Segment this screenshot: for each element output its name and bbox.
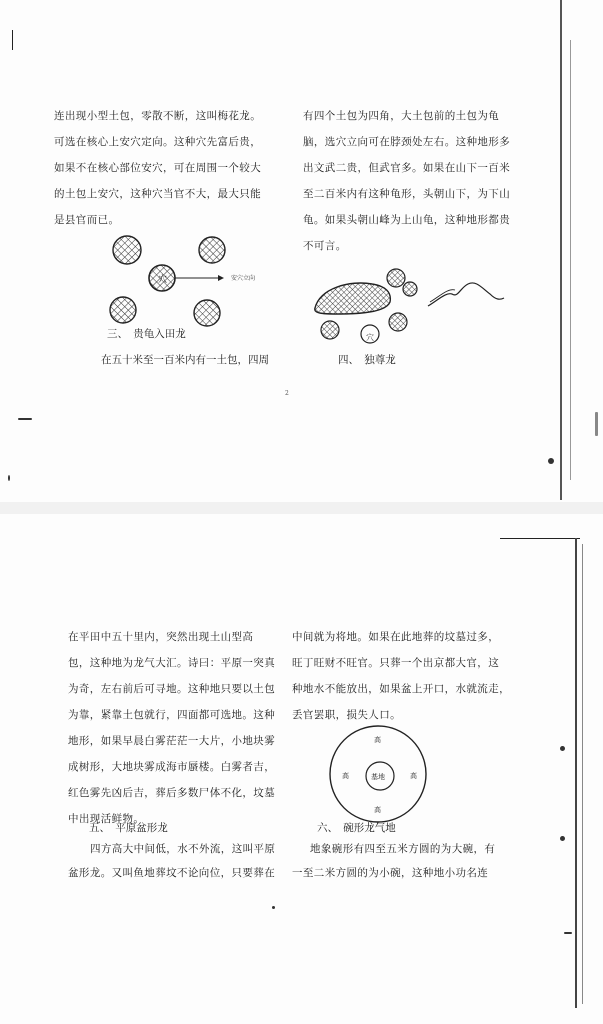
section-6-text: [310, 836, 495, 862]
text-line: 旺丁旺财不旺官。只葬一个出京都大官，这: [292, 657, 500, 669]
arrow-head-icon: [218, 275, 224, 281]
left-column-text: [54, 103, 261, 233]
text-line: 龟。如果头朝山峰为上山龟，这种地形都贵: [303, 214, 511, 226]
section-6-heading: 六、 碗形龙气地: [317, 822, 396, 834]
right-column-text: [303, 103, 510, 259]
text-line: 丢官罢职，损失人口。: [292, 709, 401, 721]
text-line: 如果不在核心部位安穴，可在周围一个较大: [54, 162, 262, 174]
text-line: 有四个土包为四角，大土包前的土包为龟: [303, 110, 500, 122]
scan-edge-right-dark: [570, 40, 571, 480]
scan-edge-left: [12, 30, 13, 50]
high-label-right: 高: [410, 772, 417, 780]
text-line: 在平田中五十里内，突然出现土山型高: [68, 631, 254, 643]
scan-edge-top: [500, 538, 580, 539]
text-line: 地形，如果早晨白雾茫茫一大片，小地块雾: [68, 735, 276, 747]
document-page-top: [0, 0, 603, 502]
section-3-text: 在五十米至一百米内有一土包，四周: [101, 354, 269, 366]
scan-speck: [272, 906, 275, 909]
mound-top-left: [113, 236, 141, 264]
scan-edge-right: [560, 0, 562, 500]
text-line: 可选在核心上安穴定向。这种穴先富后贵，: [54, 136, 262, 148]
text-line: 不可言。: [303, 240, 347, 252]
mound-bottom-left: [110, 297, 136, 323]
text-line: 脑，选穴立向可在脖颈处左右。这种地形多: [303, 136, 511, 148]
text-line: 是县官而已。: [54, 214, 120, 226]
basin-diagram: [328, 724, 428, 824]
text-line: 中出现活鲜物。: [68, 813, 145, 825]
text-line: 四方高大中间低，水不外流，这叫平原: [90, 843, 276, 855]
scan-edge-right-outer: [582, 544, 583, 1004]
high-label-left: 高: [342, 772, 349, 780]
mound-top-right: [199, 237, 225, 263]
svg-text:穴: 穴: [158, 275, 168, 285]
text-line: 至二百米内有这种龟形，头朝山下，为下山: [303, 188, 511, 200]
high-label-top: 高: [374, 736, 381, 744]
section-6-text-cont: [292, 860, 488, 886]
text-line: 的土包上安穴，这种穴当官不大，最大只能: [54, 188, 262, 200]
turtle-body-mound: [315, 283, 391, 314]
scan-speck: [18, 418, 32, 420]
text-line: 中间就为将地。如果在此地葬的坟墓过多，: [292, 631, 500, 643]
text-line: 连出现小型土包，零散不断，这叫梅花龙。: [54, 110, 262, 122]
figure-note-orientation: 安穴立向: [231, 275, 256, 282]
text-line: 种地水不能放出，如果盆上开口，水就流走，: [292, 683, 510, 695]
section-3-heading: 三、 贵龟入田龙: [107, 328, 186, 340]
text-line: 盆形龙。又叫鱼地葬坟不论向位，只要葬在: [68, 867, 276, 879]
text-line: 一至二米方圆的为小碗，这种地小功名连: [292, 867, 489, 879]
scan-edge-right: [575, 538, 577, 1008]
turtle-head-mound: [387, 269, 405, 287]
small-mound-left: [321, 321, 339, 339]
left-column-text: [68, 624, 275, 832]
text-line: 成树形，大地块雾成海市蜃楼。白雾者吉，: [68, 761, 276, 773]
text-line: 地象碗形有四至五米方圆的为大碗，有: [310, 843, 496, 855]
scan-speck: [8, 475, 10, 481]
scan-speck: [595, 412, 598, 436]
mound-bottom-right: [194, 300, 220, 326]
small-mound-right: [403, 282, 417, 296]
text-line: 为奇，左右前后可寻地。这种地只要以土包: [68, 683, 276, 695]
right-column-text: [292, 624, 510, 728]
section-5-heading: 五、 平原盆形龙: [89, 822, 168, 834]
scan-speck: [548, 458, 554, 464]
figure-label-burial-point: 穴: [366, 333, 374, 342]
mountain-ridge: [428, 283, 504, 306]
site-center-label: 基地: [371, 773, 385, 781]
high-label-bottom: 高: [374, 806, 381, 814]
page-number: 2: [285, 390, 289, 397]
turtle-mound-figure: [310, 258, 520, 350]
document-page-bottom: [0, 514, 603, 1024]
mound-center: [149, 265, 175, 291]
scan-speck: [564, 932, 572, 934]
text-line: 包，这种地为龙气大汇。诗曰：平原一突真: [68, 657, 276, 669]
page-gap: [0, 502, 603, 514]
section-5-text: [90, 836, 275, 862]
scan-speck: [560, 836, 565, 841]
section-4-heading: 四、 独尊龙: [338, 354, 396, 366]
text-line: 为靠，紧靠土包就行，四面都可选地。这种: [68, 709, 276, 721]
plum-blossom-mounds-figure: [100, 225, 290, 335]
text-line: 红色雾先凶后吉，葬后多数尸体不化，坟墓: [68, 787, 276, 799]
text-line: 出文武二贵，但武官多。如果在山下一百米: [303, 162, 511, 174]
small-mound-bottom-right: [389, 313, 407, 331]
section-5-text-cont: [68, 860, 275, 886]
scan-speck: [560, 746, 565, 751]
